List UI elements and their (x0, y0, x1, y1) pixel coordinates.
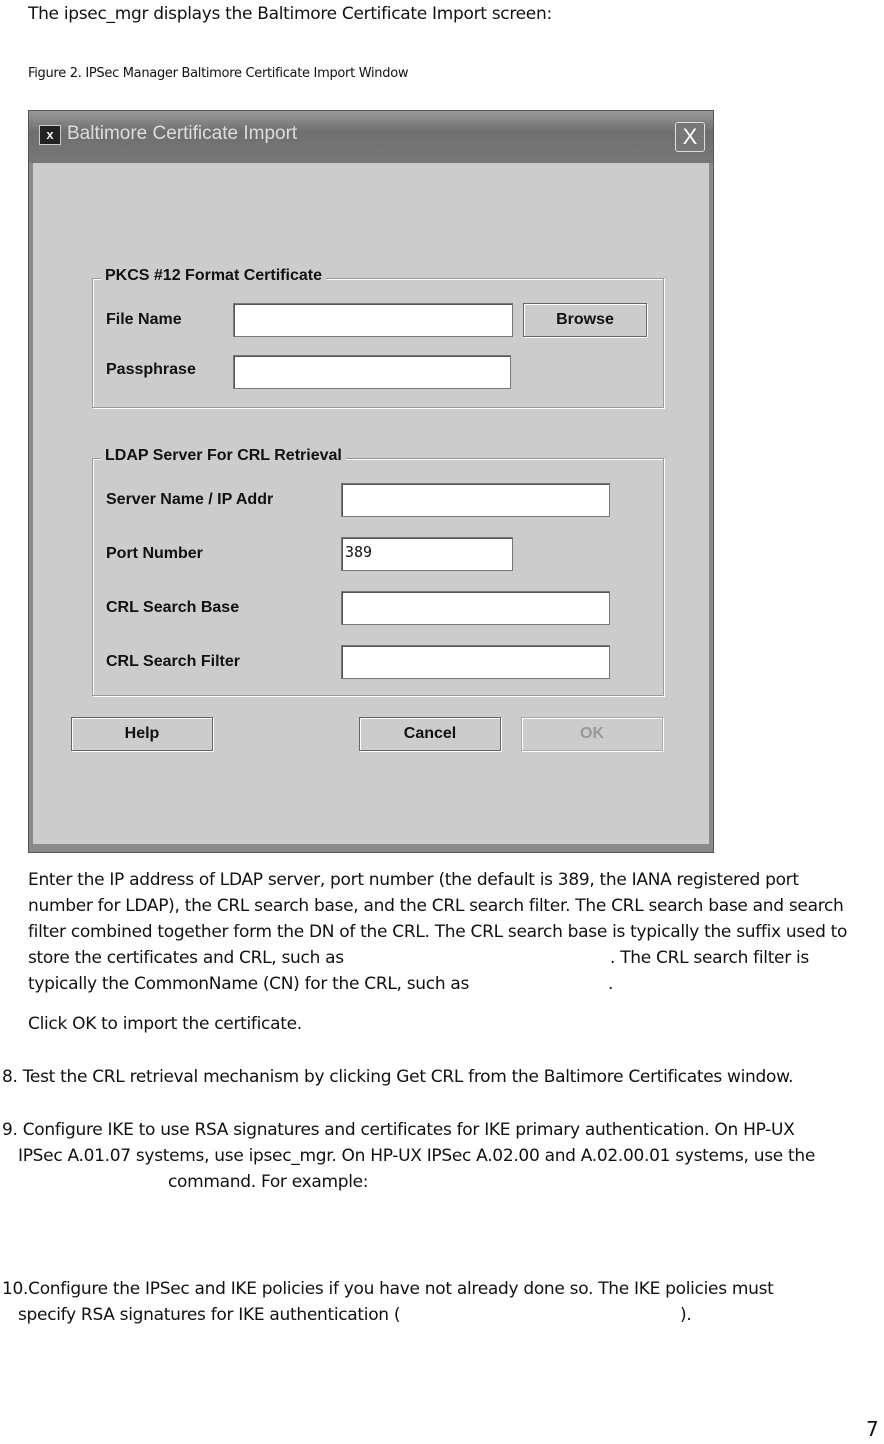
certificate-import-dialog (28, 110, 714, 853)
para-line: . The CRL search filter is (610, 948, 809, 968)
step-9: 9. Configure IKE to use RSA signatures and certificates for IKE primary authentication. On HP-UX (2, 1120, 795, 1140)
click-ok-text: Click OK to import the certificate. (28, 1014, 302, 1034)
search-filter-label: CRL Search Filter (106, 653, 240, 670)
para-line: . (608, 974, 614, 994)
figure-caption: Figure 2. IPSec Manager Baltimore Certificate Import Window (28, 66, 409, 81)
search-base-input[interactable] (341, 591, 610, 625)
close-icon[interactable]: X (675, 122, 705, 152)
browse-button[interactable]: Browse (523, 303, 647, 337)
step-10: ). (680, 1305, 692, 1325)
file-name-label: File Name (106, 311, 182, 328)
step-9: IPSec A.01.07 systems, use ipsec_mgr. On HP-UX IPSec A.02.00 and A.02.00.01 systems, use the (18, 1146, 816, 1166)
para-line: Enter the IP address of LDAP server, port number (the default is 389, the IANA registered port (28, 870, 799, 890)
dialog-content (33, 163, 709, 844)
intro-text: The ipsec_mgr displays the Baltimore Certificate Import screen: (28, 4, 552, 24)
pkcs-group-title: PKCS #12 Format Certificate (101, 267, 326, 285)
server-label: Server Name / IP Addr (106, 491, 274, 508)
title-bar[interactable] (29, 111, 713, 163)
ldap-group (92, 447, 664, 696)
passphrase-input[interactable] (233, 355, 511, 389)
step-10: specify RSA signatures for IKE authentication ( (18, 1305, 401, 1325)
ok-button[interactable]: OK (521, 717, 663, 751)
passphrase-label: Passphrase (106, 361, 196, 378)
para-line: typically the CommonName (CN) for the CRL, such as (28, 974, 470, 994)
cancel-button[interactable]: Cancel (359, 717, 501, 751)
search-base-label: CRL Search Base (106, 599, 240, 616)
port-input[interactable]: 389 (341, 537, 513, 571)
step-10: 10.Configure the IPSec and IKE policies if you have not already done so. The IKE policies must (2, 1279, 774, 1299)
ldap-group-title: LDAP Server For CRL Retrieval (101, 447, 346, 465)
app-icon: x (39, 125, 61, 145)
step-9: command. For example: (168, 1172, 369, 1192)
server-input[interactable] (341, 483, 610, 517)
para-line: number for LDAP), the CRL search base, and the CRL search filter. The CRL search base and search (28, 896, 844, 916)
pkcs-group (92, 267, 664, 408)
para-line: store the certificates and CRL, such as (28, 948, 344, 968)
page-number: 7 (866, 1417, 879, 1441)
help-button[interactable]: Help (71, 717, 213, 751)
step-8: 8. Test the CRL retrieval mechanism by clicking Get CRL from the Baltimore Certificates window. (2, 1067, 794, 1087)
search-filter-input[interactable] (341, 645, 610, 679)
dialog-title: Baltimore Certificate Import (67, 123, 298, 144)
para-line: filter combined together form the DN of the CRL. The CRL search base is typically the suffix used to (28, 922, 848, 942)
port-label: Port Number (106, 545, 203, 562)
file-name-input[interactable] (233, 303, 513, 337)
